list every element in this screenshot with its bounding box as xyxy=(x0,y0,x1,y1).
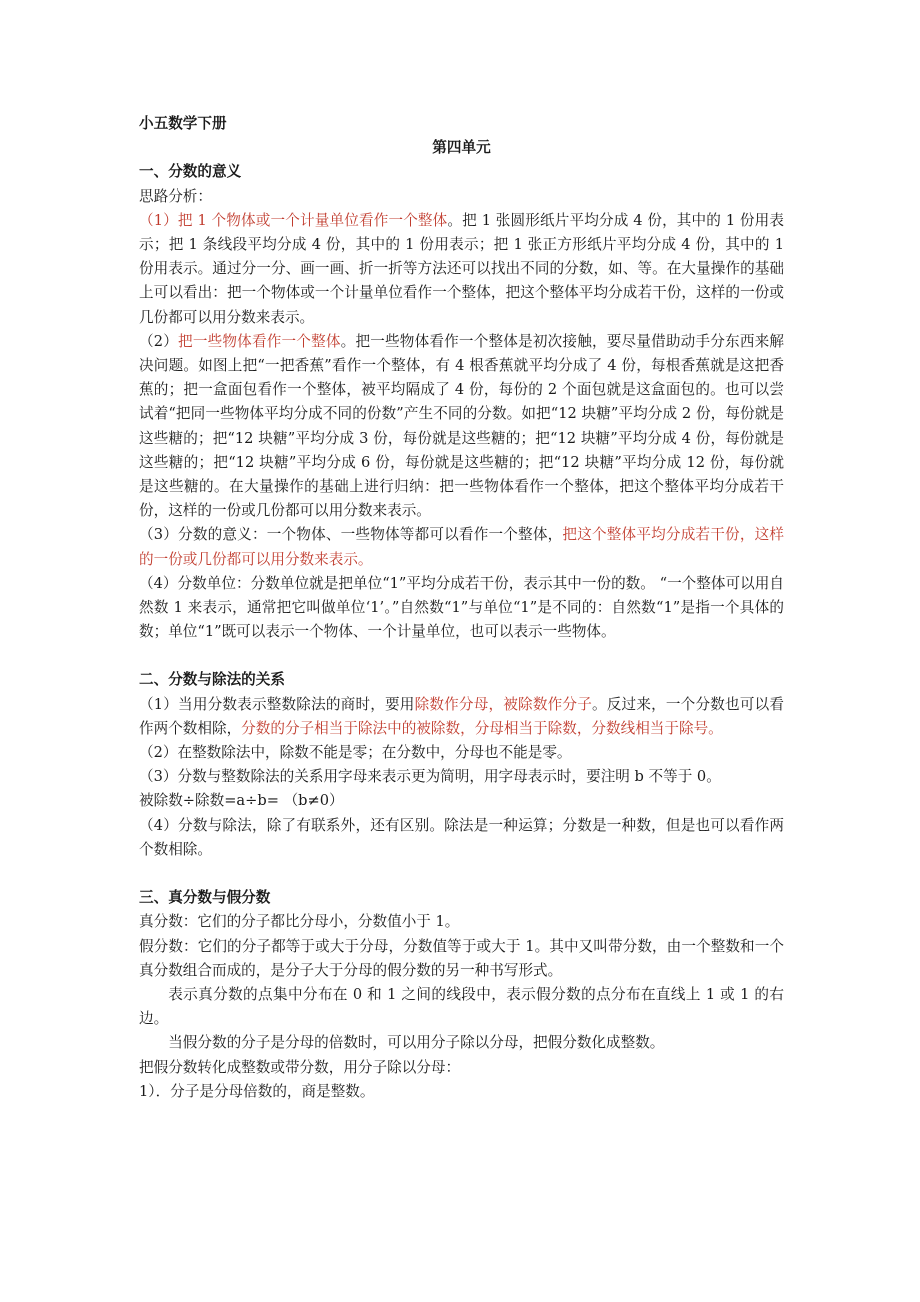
body-text: （2） xyxy=(139,332,179,350)
document-page xyxy=(139,112,784,1104)
highlight-text: 把这个整体平均分成若干份，这样的一份或几份都可以用分数来表示。 xyxy=(139,526,784,568)
highlight-text: 把一些物体看作一个整体 xyxy=(178,332,341,350)
section-3-paragraph-4: 当假分数的分子是分母的倍数时，可以用分子除以分母，把假分数化成整数。 xyxy=(168,1034,665,1052)
section-3-paragraph-2: 假分数：它们的分子都等于或大于分母，分数值等于或大于 1。其中又叫带分数，由一个整数和一个真分数组合而成的，是分子大于分母的假分数的另一种书写形式。 xyxy=(139,937,784,979)
book-title: 小五数学下册 xyxy=(139,115,227,132)
body-text: 。把 1 张圆形纸片平均分成 4 份，其中的 1 份用表示；把 1 条线段平均分成 4 份，其中的 1 份用表示；把 1 张正方形纸片平均分成 4 份，其中的 1 份用表示。通过分一分、画一画、折一折等方法还可以找出不同的分数，如、等。在大量操作的基础上可以看出：把一个物体或一个计量单位看作一个整体，把这个整体平均分成若干份，这样的一份或几份都可以用分数来表示。 xyxy=(139,211,784,326)
section-1-paragraph-3 xyxy=(139,523,784,571)
spacer xyxy=(139,862,784,886)
section-3-paragraph-5: 把假分数转化成整数或带分数，用分子除以分母： xyxy=(139,1058,461,1076)
section-2-paragraph-4: （4）分数与除法，除了有联系外，还有区别。除法是一种运算；分数是一种数，但是也可以看作两个数相除。 xyxy=(139,816,784,858)
section-2-paragraph-2: （2）在整数除法中，除数不能是零；在分数中，分母也不能是零。 xyxy=(139,744,572,762)
highlight-text: 分数的分子相当于除法中的被除数，分母相当于除数，分数线相当于除号。 xyxy=(241,719,723,737)
section-3-paragraph-3: 表示真分数的点集中分布在 0 和 1 之间的线段中，表示假分数的点分布在直线上 1 或 1 的右边。 xyxy=(139,985,784,1028)
section-3-paragraph-6: 1）．分子是分母倍数的，商是整数。 xyxy=(139,1082,375,1100)
body-text: 。把一些物体看作一个整体是初次接触，要尽量借助动手分东西来解决问题。如图上把“一把香蕉”看作一个整体，有 4 根香蕉就平均分成了 4 份，每根香蕉就是这把香蕉的；把一盒面包看作一个整体，被平均隔成了 4 份，每份的 2 个面包就是这盒面包的。也可以尝试着“把同一些物体平均分成不同的份数”产生不同的分数。如把“12 块糖”平均分成 2 份，每份就是这些糖的；把“12 块糖”平均分成 3 份，每份就是这些糖的；把“12 块糖”平均分成 4 份，每份就是这些糖的；把“12 块糖”平均分成 6 份，每份就是这些糖的；把“12 块糖”平均分成 12 份，每份就是这些糖的。在大量操作的基础上进行归纳：把一些物体看作一个整体，把这个整体平均分成若干份，这样的一份或几份都可以用分数来表示。 xyxy=(139,332,784,520)
division-formula: 被除数÷除数=a÷b= （b≠0） xyxy=(139,792,344,810)
section-1-intro: 思路分析： xyxy=(139,187,212,205)
highlight-text: 除数作分母，被除数作分子 xyxy=(414,695,592,713)
section-3-paragraph-1: 真分数：它们的分子都比分母小，分数值小于 1。 xyxy=(139,913,460,931)
section-1-paragraph-2 xyxy=(139,330,784,524)
body-text: （3）分数的意义：一个物体、一些物体等都可以看作一个整体， xyxy=(139,526,563,544)
body-text: （1）当用分数表示整数除法的商时，要用 xyxy=(139,695,415,713)
section-1-paragraph-4: （4）分数单位：分数单位就是把单位“1”平均分成若干份，表示其中一份的数。 “一个整体可以用自然数 1 来表示，通常把它叫做单位‘1’。”自然数“1”与单位“1”是不同的：自然数“1”是指一个具体的数；单位“1”既可以表示一个物体、一个计量单位，也可以表示一些物体。 xyxy=(139,574,784,641)
unit-title: 第四单元 xyxy=(432,139,491,157)
spacer xyxy=(139,644,784,668)
section-1-heading: 一、分数的意义 xyxy=(139,163,242,181)
section-1-paragraph-1 xyxy=(139,209,784,330)
section-2-heading: 二、分数与除法的关系 xyxy=(139,671,285,689)
body-text: 。反过来，一个分数也可以看作两个数相除， xyxy=(139,695,784,737)
section-2-paragraph-1 xyxy=(139,693,784,741)
section-2-paragraph-3: （3）分数与整数除法的关系用字母来表示更为简明，用字母表示时，要注明 b 不等于 0。 xyxy=(139,768,721,786)
section-3-heading: 三、真分数与假分数 xyxy=(139,889,271,907)
highlight-text: （1）把 1 个物体或一个计量单位看作一个整体 xyxy=(139,211,448,229)
